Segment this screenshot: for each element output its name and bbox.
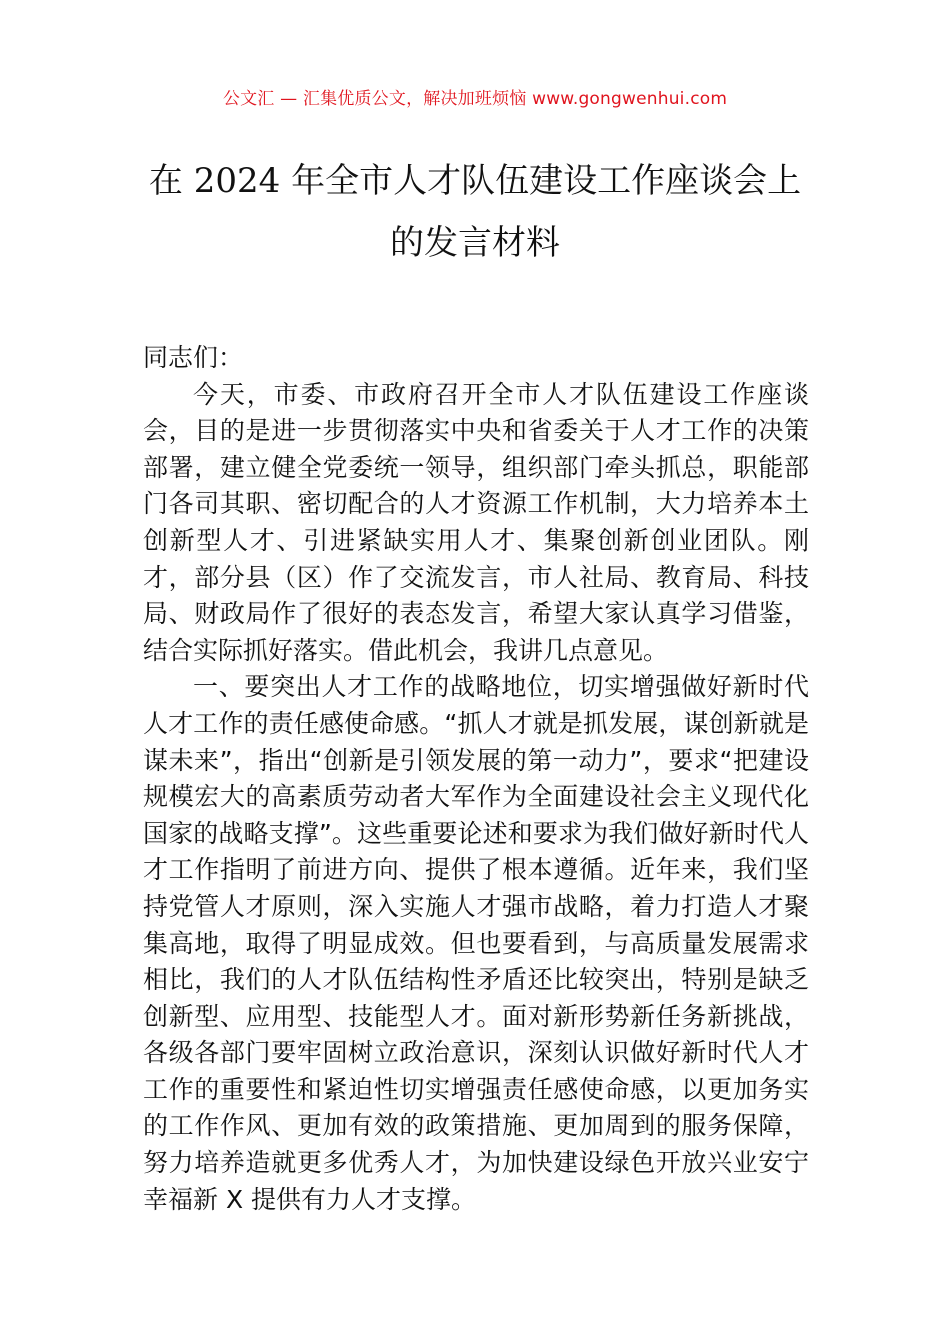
document-title-line-1: 在 2024 年全市人才队伍建设工作座谈会上 xyxy=(148,161,802,201)
paragraph-opening: 今天，市委、市政府召开全市人才队伍建设工作座谈会，目的是进一步贯彻落实中央和省委关于人才工作的决策部署，建立健全党委统一领导，组织部门牵头抓总，职能部门各司其职、密切配合的人才资源工作机制，大力培养本土创新型人才、引进紧缺实用人才、集聚创新创业团队。刚才，部分县（区）作了交流发言，市人社局、教育局、科技局、财政局作了很好的表态发言，希望大家认真学习借鉴，结合实际抓好落实。借此机会，我讲几点意见。 xyxy=(143,379,809,665)
header-banner: 公文汇 — 汇集优质公文，解决加班烦恼 www.gongwenhui.com xyxy=(222,89,728,109)
document-body xyxy=(143,340,809,1218)
document-title-line-2: 的发言材料 xyxy=(390,223,560,263)
paragraph-section-one: 一、要突出人才工作的战略地位，切实增强做好新时代人才工作的责任感使命感。“抓人才就是抓发展，谋创新就是谋未来”，指出“创新是引领发展的第一动力”，要求“把建设规模宏大的高素质劳动者大军作为全面建设社会主义现代化国家的战略支撑”。这些重要论述和要求为我们做好新时代人才工作指明了前进方向、提供了根本遵循。近年来，我们坚持党管人才原则，深入实施人才强市战略，着力打造人才聚集高地，取得了明显成效。但也要看到，与高质量发展需求相比，我们的人才队伍结构性矛盾还比较突出，特别是缺乏创新型、应用型、技能型人才。面对新形势新任务新挑战，各级各部门要牢固树立政治意识，深刻认识做好新时代人才工作的重要性和紧迫性切实增强责任感使命感，以更加务实的工作作风、更加有效的政策措施、更加周到的服务保障，努力培养造就更多优秀人才，为加快建设绿色开放兴业安宁幸福新 X 提供有力人才支撑。 xyxy=(143,672,809,1214)
document-title xyxy=(130,150,820,274)
salutation: 同志们： xyxy=(143,343,244,372)
